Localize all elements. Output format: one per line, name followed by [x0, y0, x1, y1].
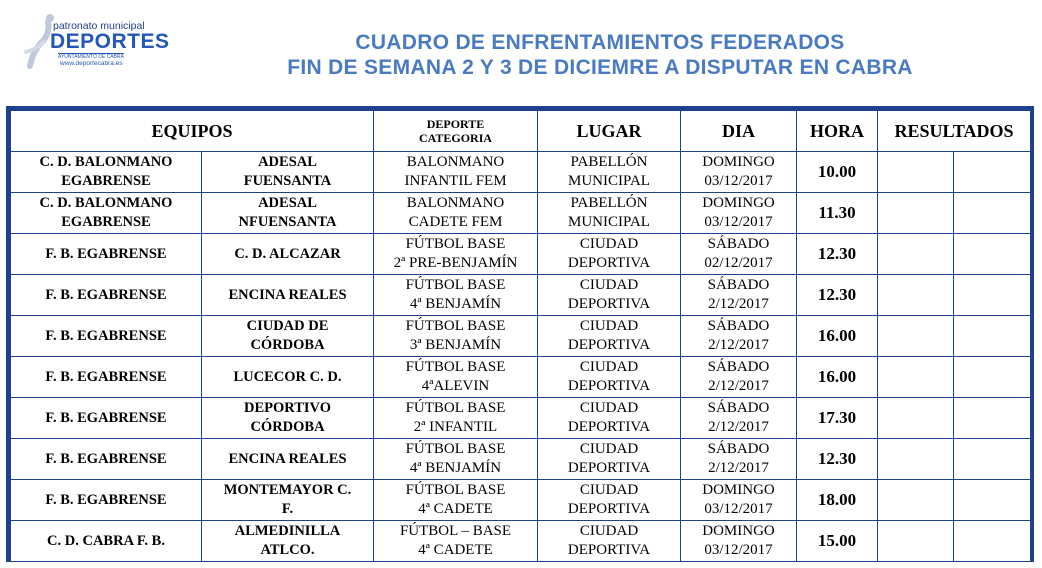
venue-cell-line1: PABELLÓN — [570, 195, 648, 211]
result-cell — [878, 234, 954, 275]
result-cell — [878, 521, 954, 562]
date-cell-line1: SÁBADO — [707, 441, 770, 457]
venue-cell — [538, 521, 681, 562]
table-row — [11, 316, 1031, 357]
sport-category-cell-line2: 4ª CADETE — [418, 501, 493, 517]
local-team-cell — [11, 357, 202, 398]
sport-category-cell — [374, 439, 538, 480]
header-hora: HORA — [797, 111, 878, 152]
sport-category-cell-line1: FÚTBOL – BASE — [399, 523, 512, 539]
table-row — [11, 521, 1031, 562]
visitor-team-cell-line1: MONTEMAYOR C. — [223, 482, 352, 498]
result-cell — [954, 439, 1031, 480]
local-team-cell — [11, 152, 202, 193]
sport-category-cell — [374, 521, 538, 562]
visitor-team-cell-line2: F. — [281, 501, 294, 517]
date-cell-line1: DOMINGO — [702, 195, 775, 211]
title-line-1: CUADRO DE ENFRENTAMIENTOS FEDERADOS — [355, 31, 845, 54]
date-cell-line2: 2/12/2017 — [708, 378, 769, 394]
date-cell-line1: DOMINGO — [702, 154, 775, 170]
date-cell-line2: 2/12/2017 — [708, 419, 769, 435]
venue-cell-line2: DEPORTIVA — [567, 419, 651, 435]
logo — [22, 12, 170, 72]
venue-cell-line2: MUNICIPAL — [568, 173, 650, 189]
sport-category-cell-line1: FÚTBOL BASE — [405, 318, 506, 334]
date-cell-line1: SÁBADO — [707, 277, 770, 293]
result-cell — [878, 357, 954, 398]
venue-cell — [538, 357, 681, 398]
local-team-cell-line1: F. B. EGABRENSE — [45, 450, 167, 467]
header-deporte — [374, 111, 538, 152]
table-header-row — [11, 111, 1031, 152]
date-cell — [681, 275, 797, 316]
header-lugar: LUGAR — [538, 111, 681, 152]
date-cell-line1: SÁBADO — [707, 236, 770, 252]
visitor-team-cell-line1: ENCINA REALES — [228, 450, 347, 467]
local-team-cell-line1: F. B. EGABRENSE — [45, 327, 167, 344]
logo-sub-text: AYUNTAMIENTO DE CABRA — [58, 54, 124, 60]
header-dia: DIA — [681, 111, 797, 152]
local-team-cell — [11, 234, 202, 275]
date-cell-line2: 02/12/2017 — [704, 255, 773, 271]
title-line-2: FIN DE SEMANA 2 Y 3 DE DICIEMRE A DISPUTAR EN CABRA — [287, 56, 913, 79]
result-cell — [878, 275, 954, 316]
venue-cell-line2: MUNICIPAL — [568, 214, 650, 230]
venue-cell — [538, 234, 681, 275]
result-cell — [878, 193, 954, 234]
table-row — [11, 275, 1031, 316]
local-team-cell-line2: EGABRENSE — [61, 173, 151, 189]
visitor-team-cell-line1: CIUDAD DE — [246, 318, 329, 334]
date-cell-line2: 2/12/2017 — [708, 460, 769, 476]
time-cell: 11.30 — [797, 193, 878, 234]
visitor-team-cell-line2: ATLCO. — [260, 542, 315, 558]
table-row — [11, 480, 1031, 521]
result-cell — [954, 193, 1031, 234]
result-cell — [954, 275, 1031, 316]
time-cell: 16.00 — [797, 357, 878, 398]
sport-category-cell-line1: BALONMANO — [406, 195, 505, 211]
venue-cell — [538, 398, 681, 439]
venue-cell-line2: DEPORTIVA — [567, 460, 651, 476]
time-cell: 12.30 — [797, 234, 878, 275]
sport-category-cell-line1: BALONMANO — [406, 154, 505, 170]
visitor-team-cell-line1: DEPORTIVO — [243, 400, 331, 416]
sport-category-cell — [374, 480, 538, 521]
visitor-team-cell-line2: CÓRDOBA — [250, 419, 325, 435]
visitor-team-cell — [202, 152, 374, 193]
date-cell — [681, 193, 797, 234]
local-team-cell-line1: C. D. BALONMANO — [39, 154, 173, 170]
date-cell-line2: 03/12/2017 — [704, 214, 773, 230]
date-cell — [681, 316, 797, 357]
sport-category-cell-line1: FÚTBOL BASE — [405, 400, 506, 416]
local-team-cell — [11, 439, 202, 480]
local-team-cell — [11, 398, 202, 439]
venue-cell-line1: CIUDAD — [579, 359, 639, 375]
visitor-team-cell — [202, 480, 374, 521]
table-row — [11, 357, 1031, 398]
visitor-team-cell-line1: ADESAL — [258, 154, 317, 170]
sport-category-cell — [374, 193, 538, 234]
sport-category-cell-line1: FÚTBOL BASE — [405, 482, 506, 498]
date-cell-line1: DOMINGO — [702, 523, 775, 539]
venue-cell — [538, 480, 681, 521]
time-cell: 18.00 — [797, 480, 878, 521]
venue-cell-line2: DEPORTIVA — [567, 296, 651, 312]
venue-cell-line1: CIUDAD — [579, 236, 639, 252]
matches-table — [10, 110, 1031, 562]
result-cell — [954, 521, 1031, 562]
result-cell — [878, 152, 954, 193]
venue-cell-line1: CIUDAD — [579, 277, 639, 293]
header-deporte-line2: CATEGORIA — [418, 131, 493, 145]
result-cell — [954, 398, 1031, 439]
table-row — [11, 152, 1031, 193]
visitor-team-cell-line1: ALMEDINILLA — [234, 523, 341, 539]
time-cell: 15.00 — [797, 521, 878, 562]
sport-category-cell — [374, 275, 538, 316]
local-team-cell — [11, 275, 202, 316]
sport-category-cell-line2: 4ªALEVIN — [421, 378, 490, 394]
local-team-cell-line1: C. D. CABRA F. B. — [47, 532, 165, 549]
visitor-team-cell — [202, 234, 374, 275]
local-team-cell — [11, 480, 202, 521]
date-cell-line2: 2/12/2017 — [708, 337, 769, 353]
matches-table-frame — [6, 106, 1034, 562]
venue-cell-line1: CIUDAD — [579, 523, 639, 539]
date-cell — [681, 234, 797, 275]
result-cell — [878, 316, 954, 357]
sport-category-cell-line2: CADETE FEM — [408, 214, 503, 230]
visitor-team-cell — [202, 398, 374, 439]
local-team-cell-line1: F. B. EGABRENSE — [45, 245, 167, 262]
sport-category-cell — [374, 316, 538, 357]
sport-category-cell-line1: FÚTBOL BASE — [405, 441, 506, 457]
venue-cell — [538, 193, 681, 234]
local-team-cell — [11, 316, 202, 357]
result-cell — [954, 316, 1031, 357]
local-team-cell-line1: C. D. BALONMANO — [39, 195, 173, 211]
logo-main-text: DEPORTES — [50, 30, 170, 53]
sport-category-cell-line2: 4ª BENJAMÍN — [409, 460, 502, 476]
venue-cell-line2: DEPORTIVA — [567, 501, 651, 517]
venue-cell-line1: CIUDAD — [579, 400, 639, 416]
sport-category-cell-line1: FÚTBOL BASE — [405, 236, 506, 252]
local-team-cell-line2: EGABRENSE — [61, 214, 151, 230]
result-cell — [954, 357, 1031, 398]
venue-cell-line1: CIUDAD — [579, 482, 639, 498]
venue-cell — [538, 439, 681, 480]
local-team-cell-line1: F. B. EGABRENSE — [45, 491, 167, 508]
venue-cell-line2: DEPORTIVA — [567, 337, 651, 353]
visitor-team-cell — [202, 357, 374, 398]
sport-category-cell — [374, 152, 538, 193]
sport-category-cell-line2: 4ª BENJAMÍN — [409, 296, 502, 312]
local-team-cell-line1: F. B. EGABRENSE — [45, 286, 167, 303]
date-cell — [681, 357, 797, 398]
sport-category-cell-line1: FÚTBOL BASE — [405, 359, 506, 375]
sport-category-cell-line2: 3ª BENJAMÍN — [409, 337, 502, 353]
result-cell — [954, 234, 1031, 275]
date-cell-line1: DOMINGO — [702, 482, 775, 498]
sport-category-cell-line1: FÚTBOL BASE — [405, 277, 506, 293]
sport-category-cell — [374, 357, 538, 398]
time-cell: 16.00 — [797, 316, 878, 357]
header-resultados: RESULTADOS — [878, 111, 1031, 152]
venue-cell-line1: CIUDAD — [579, 318, 639, 334]
result-cell — [878, 439, 954, 480]
time-cell: 12.30 — [797, 275, 878, 316]
visitor-team-cell-line2: NFUENSANTA — [238, 214, 337, 230]
time-cell: 17.30 — [797, 398, 878, 439]
visitor-team-cell — [202, 275, 374, 316]
visitor-team-cell-line1: LUCECOR C. D. — [233, 368, 342, 385]
header-equipos: EQUIPOS — [11, 111, 374, 152]
local-team-cell-line1: F. B. EGABRENSE — [45, 409, 167, 426]
venue-cell-line2: DEPORTIVA — [567, 378, 651, 394]
time-cell: 10.00 — [797, 152, 878, 193]
venue-cell-line2: DEPORTIVA — [567, 542, 651, 558]
date-cell-line1: SÁBADO — [707, 318, 770, 334]
result-cell — [878, 480, 954, 521]
visitor-team-cell-line1: ENCINA REALES — [228, 286, 347, 303]
venue-cell-line1: CIUDAD — [579, 441, 639, 457]
date-cell — [681, 480, 797, 521]
date-cell-line2: 03/12/2017 — [704, 542, 773, 558]
local-team-cell — [11, 193, 202, 234]
visitor-team-cell — [202, 439, 374, 480]
time-cell: 12.30 — [797, 439, 878, 480]
visitor-team-cell-line1: ADESAL — [258, 195, 317, 211]
venue-cell-line1: PABELLÓN — [570, 154, 648, 170]
local-team-cell — [11, 521, 202, 562]
visitor-team-cell — [202, 521, 374, 562]
visitor-team-cell — [202, 316, 374, 357]
venue-cell — [538, 316, 681, 357]
sport-category-cell-line2: 2ª PRE-BENJAMÍN — [393, 255, 518, 271]
date-cell-line2: 2/12/2017 — [708, 296, 769, 312]
sport-category-cell — [374, 398, 538, 439]
venue-cell-line2: DEPORTIVA — [567, 255, 651, 271]
date-cell — [681, 521, 797, 562]
table-row — [11, 234, 1031, 275]
table-row — [11, 193, 1031, 234]
result-cell — [954, 480, 1031, 521]
date-cell-line2: 03/12/2017 — [704, 501, 773, 517]
date-cell — [681, 152, 797, 193]
sport-category-cell-line2: 2ª INFANTIL — [413, 419, 498, 435]
visitor-team-cell-line1: C. D. ALCAZAR — [234, 245, 341, 262]
date-cell — [681, 439, 797, 480]
sport-category-cell-line2: 4ª CADETE — [418, 542, 493, 558]
date-cell — [681, 398, 797, 439]
visitor-team-cell-line2: FUENSANTA — [243, 173, 332, 189]
venue-cell — [538, 275, 681, 316]
page-title — [170, 30, 1030, 80]
local-team-cell-line1: F. B. EGABRENSE — [45, 368, 167, 385]
sport-category-cell — [374, 234, 538, 275]
venue-cell — [538, 152, 681, 193]
logo-url: www.deportecabra.es — [60, 60, 123, 67]
date-cell-line1: SÁBADO — [707, 400, 770, 416]
visitor-team-cell-line2: CÓRDOBA — [250, 337, 325, 353]
sport-category-cell-line2: INFANTIL FEM — [404, 173, 507, 189]
header-deporte-line1: DEPORTE — [426, 117, 485, 131]
result-cell — [954, 152, 1031, 193]
table-row — [11, 398, 1031, 439]
result-cell — [878, 398, 954, 439]
table-row — [11, 439, 1031, 480]
visitor-team-cell — [202, 193, 374, 234]
date-cell-line2: 03/12/2017 — [704, 173, 773, 189]
logo-top-text: patronato municipal — [53, 20, 145, 32]
date-cell-line1: SÁBADO — [707, 359, 770, 375]
